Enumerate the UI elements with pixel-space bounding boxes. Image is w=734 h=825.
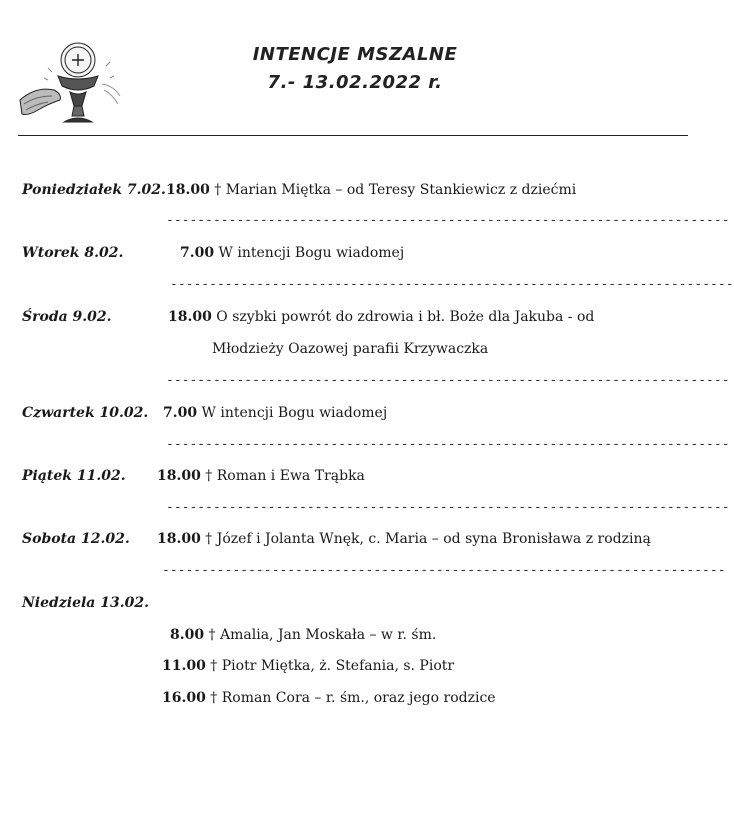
- mass-time: 11.00: [162, 658, 206, 674]
- mass-intention: † Amalia, Jan Moskała – w r. śm.: [204, 627, 437, 643]
- day-label-monday: Poniedziałek 7.02.: [22, 182, 166, 198]
- day-separator: ------------------------------------------------------------------------: [166, 500, 730, 515]
- day-separator: ------------------------------------------------------------------------: [170, 277, 734, 292]
- mass-entry: [163, 405, 387, 421]
- mass-entry: [168, 309, 594, 325]
- chalice-logo-icon: [18, 38, 122, 130]
- mass-intention: W intencji Bogu wiadomej: [214, 245, 405, 261]
- mass-time: 18.00: [166, 182, 210, 198]
- mass-entry: [170, 627, 436, 643]
- mass-entry: [162, 690, 496, 706]
- mass-intention: † Piotr Miętka, ż. Stefania, s. Piotr: [205, 658, 455, 674]
- mass-entry: [157, 468, 365, 484]
- day-label-friday: Piątek 11.02.: [22, 468, 126, 484]
- day-label-saturday: Sobota 12.02.: [22, 531, 130, 547]
- day-separator: ------------------------------------------------------------------------: [166, 213, 730, 228]
- mass-intention-continuation: Młodzieży Oazowej parafii Krzywaczka: [212, 341, 489, 357]
- day-separator: ------------------------------------------------------------------------: [166, 437, 730, 452]
- mass-intention: O szybki powrót do zdrowia i bł. Boże dla Jakuba - od: [211, 309, 595, 325]
- day-separator: ------------------------------------------------------------------------: [162, 563, 726, 578]
- day-label-wednesday: Środa 9.02.: [22, 309, 112, 325]
- mass-time: 7.00: [180, 245, 215, 261]
- day-label-tuesday: Wtorek 8.02.: [22, 245, 124, 261]
- mass-entry: [162, 658, 454, 674]
- mass-entry: [180, 245, 404, 261]
- mass-intention: † Józef i Jolanta Wnęk, c. Maria – od syna Bronisława z rodziną: [200, 531, 651, 547]
- mass-intention: † Marian Miętka – od Teresy Stankiewicz z dziećmi: [209, 182, 577, 198]
- day-label-thursday: Czwartek 10.02.: [22, 405, 149, 421]
- day-separator: ------------------------------------------------------------------------: [166, 373, 730, 388]
- mass-entry: [166, 182, 576, 198]
- mass-intention: † Roman Cora – r. śm., oraz jego rodzice: [205, 690, 496, 706]
- page-title: INTENCJE MSZALNE: [252, 44, 458, 65]
- mass-time: 18.00: [168, 309, 212, 325]
- mass-time: 7.00: [163, 405, 198, 421]
- mass-time: 18.00: [157, 531, 201, 547]
- mass-time: 16.00: [162, 690, 206, 706]
- mass-entry: [157, 531, 651, 547]
- mass-time: 18.00: [157, 468, 201, 484]
- mass-intention: † Roman i Ewa Trąbka: [200, 468, 365, 484]
- mass-intention: W intencji Bogu wiadomej: [197, 405, 388, 421]
- mass-time: 8.00: [170, 627, 205, 643]
- date-range-title: 7.- 13.02.2022 r.: [267, 72, 443, 93]
- header-divider: [18, 135, 688, 136]
- day-label-sunday: Niedziela 13.02.: [22, 595, 149, 611]
